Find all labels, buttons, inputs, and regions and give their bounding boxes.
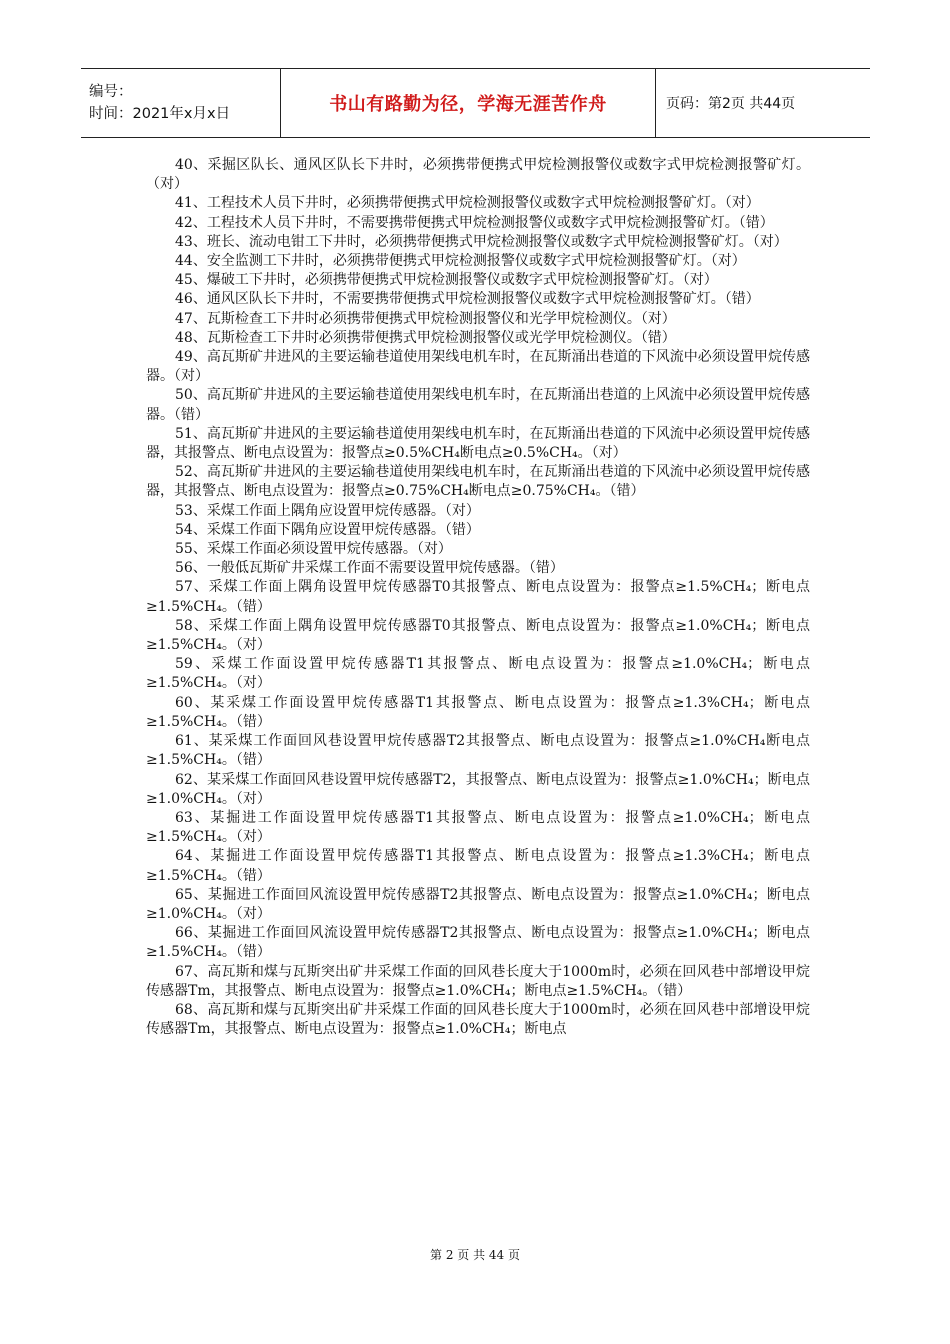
question-item: 48、瓦斯检查工下井时必须携带便携式甲烷检测报警仪或光学甲烷检测仪。（错） (175, 329, 676, 346)
question-item: 61、某采煤工作面回风巷设置甲烷传感器T2其报警点、断电点设置为：报警点≥1.0%CH₄断电点≥1.5%CH₄。（错） (146, 733, 810, 769)
document-body (146, 156, 810, 1039)
question-item: 55、采煤工作面必须设置甲烷传感器。（对） (175, 541, 452, 558)
question-item: 66、某掘进工作面回风流设置甲烷传感器T2其报警点、断电点设置为：报警点≥1.0%CH₄；断电点≥1.5%CH₄。（错） (146, 925, 810, 961)
question-item: 62、某采煤工作面回风巷设置甲烷传感器T2，其报警点、断电点设置为：报警点≥1.0%CH₄；断电点≥1.0%CH₄。（对） (146, 771, 810, 807)
header-page-number: 页码：第2页 共44页 (666, 96, 796, 112)
question-item: 51、高瓦斯矿井进风的主要运输巷道使用架线电机车时，在瓦斯涌出巷道的下风流中必须设置甲烷传感器，其报警点、断电点设置为：报警点≥0.5%CH₄断电点≥0.5%CH₄。（对） (146, 425, 810, 462)
question-item: 44、安全监测工下井时，必须携带便携式甲烷检测报警仪或数字式甲烷检测报警矿灯。（对） (175, 253, 746, 270)
question-item: 60、某采煤工作面设置甲烷传感器T1其报警点、断电点设置为：报警点≥1.3%CH₄；断电点≥1.5%CH₄。（错） (146, 694, 810, 730)
question-item: 54、采煤工作面下隅角应设置甲烷传感器。（错） (175, 521, 480, 538)
question-item: 58、采煤工作面上隅角设置甲烷传感器T0其报警点、断电点设置为：报警点≥1.0%CH₄；断电点≥1.5%CH₄。（对） (146, 617, 810, 654)
header-motto: 书山有路勤为径，学海无涯苦作舟 (329, 94, 607, 115)
question-item: 67、高瓦斯和煤与瓦斯突出矿井采煤工作面的回风巷长度大于1000m时，必须在回风巷中部增设甲烷传感器Tm，其报警点、断电点设置为：报警点≥1.0%CH₄；断电点≥1.5%CH₄。（错） (146, 963, 810, 999)
question-item: 45、爆破工下井时，必须携带便携式甲烷检测报警仪或数字式甲烷检测报警矿灯。（对） (175, 272, 718, 289)
header-motto-cell (281, 69, 656, 137)
question-item: 64、某掘进工作面设置甲烷传感器T1其报警点、断电点设置为：报警点≥1.3%CH₄；断电点≥1.5%CH₄。（错） (146, 848, 810, 884)
question-item: 47、瓦斯检查工下井时必须携带便携式甲烷检测报警仪和光学甲烷检测仪。（对） (175, 310, 676, 327)
page-footer: 第 2 页 共 44 页 (430, 1248, 520, 1262)
question-item: 57、采煤工作面上隅角设置甲烷传感器T0其报警点、断电点设置为：报警点≥1.5%CH₄；断电点≥1.5%CH₄。（错） (146, 579, 810, 615)
question-item: 56、一般低瓦斯矿井采煤工作面不需要设置甲烷传感器。（错） (175, 560, 564, 577)
document-date-label: 时间：2021年x月x日 (89, 106, 231, 122)
question-item: 46、通风区队长下井时，不需要携带便携式甲烷检测报警仪或数字式甲烷检测报警矿灯。（错） (175, 291, 760, 308)
question-item: 49、高瓦斯矿井进风的主要运输巷道使用架线电机车时，在瓦斯涌出巷道的下风流中必须设置甲烷传感器。（对） (146, 349, 810, 385)
question-item: 53、采煤工作面上隅角应设置甲烷传感器。（对） (175, 502, 480, 519)
question-item: 68、高瓦斯和煤与瓦斯突出矿井采煤工作面的回风巷长度大于1000m时，必须在回风巷中部增设甲烷传感器Tm，其报警点、断电点设置为：报警点≥1.0%CH₄；断电点 (146, 1001, 810, 1038)
header-page-cell (656, 69, 870, 137)
question-item: 43、班长、流动电钳工下井时，必须携带便携式甲烷检测报警仪或数字式甲烷检测报警矿灯。（对） (175, 233, 788, 250)
question-item: 65、某掘进工作面回风流设置甲烷传感器T2其报警点、断电点设置为：报警点≥1.0%CH₄；断电点≥1.0%CH₄。（对） (146, 886, 810, 922)
page-header (81, 68, 870, 138)
question-item: 41、工程技术人员下井时，必须携带便携式甲烷检测报警仪或数字式甲烷检测报警矿灯。（对） (175, 195, 760, 212)
document-number-label: 编号： (89, 84, 133, 100)
header-info-cell (81, 69, 281, 137)
question-item: 52、高瓦斯矿井进风的主要运输巷道使用架线电机车时，在瓦斯涌出巷道的下风流中必须设置甲烷传感器，其报警点、断电点设置为：报警点≥0.75%CH₄断电点≥0.75%CH₄。（错） (146, 464, 810, 500)
question-item: 63、某掘进工作面设置甲烷传感器T1其报警点、断电点设置为：报警点≥1.0%CH₄；断电点≥1.5%CH₄。（对） (146, 809, 810, 846)
question-item: 42、工程技术人员下井时，不需要携带便携式甲烷检测报警仪或数字式甲烷检测报警矿灯。（错） (175, 214, 774, 231)
question-item: 50、高瓦斯矿井进风的主要运输巷道使用架线电机车时，在瓦斯涌出巷道的上风流中必须设置甲烷传感器。（错） (146, 387, 810, 423)
question-item: 40、采掘区队长、通风区队长下井时，必须携带便携式甲烷检测报警仪或数字式甲烷检测报警矿灯。（对） (146, 157, 810, 193)
question-item: 59、采煤工作面设置甲烷传感器T1其报警点、断电点设置为：报警点≥1.0%CH₄；断电点≥1.5%CH₄。（对） (146, 656, 810, 692)
